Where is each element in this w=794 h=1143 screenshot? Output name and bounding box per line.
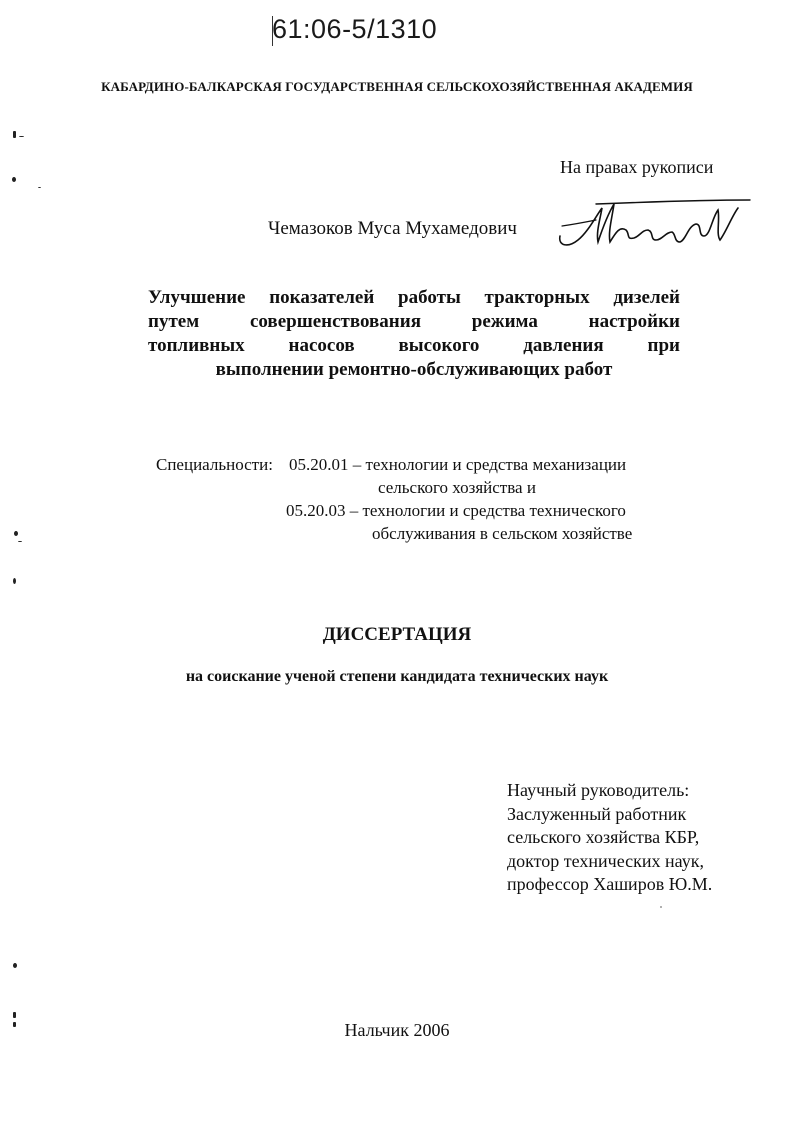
title-line: путем совершенствования режима настройки [148, 311, 680, 332]
archive-stamp: 61:06-5/1310 [272, 14, 438, 44]
city-year: Нальчик 2006 [344, 1020, 450, 1040]
supervisor-line: Научный руководитель: [507, 780, 690, 800]
document-type: ДИССЕРТАЦИЯ [322, 624, 472, 645]
scan-speck [18, 541, 22, 542]
author-name: Чемазоков Муса Мухамедович [268, 218, 517, 239]
supervisor-line: сельского хозяйства КБР, [507, 827, 700, 847]
institution-name: КАБАРДИНО-БАЛКАРСКАЯ ГОСУДАРСТВЕННАЯ СЕЛЬСКОХОЗЯЙСТВЕННАЯ АКАДЕМИЯ [101, 79, 693, 94]
scan-speck [14, 531, 18, 536]
supervisor-line: Заслуженный работник [507, 803, 687, 824]
degree-statement: на соискание ученой степени кандидата технических наук [185, 668, 609, 685]
supervisor-block [507, 779, 712, 897]
scan-speck [13, 578, 16, 584]
scan-speck [19, 136, 24, 137]
supervisor-line: доктор технических наук, [507, 850, 704, 871]
title-line: Улучшение показателей работы тракторных дизелей [148, 287, 680, 308]
supervisor-line: профессор Хаширов Ю.М. [507, 874, 713, 894]
specialties-label: Специальности: [156, 455, 273, 474]
rights-notice: На правах рукописи [560, 157, 714, 177]
thesis-title [148, 286, 680, 382]
specialty-2-line-1: 05.20.03 – технологии и средства технического [286, 501, 626, 520]
scan-speck [13, 1022, 16, 1027]
specialty-1-line-1: 05.20.01 – технологии и средства механизации [289, 455, 627, 474]
scan-speck [13, 131, 16, 138]
scan-speck [38, 187, 41, 188]
scan-speck [13, 963, 17, 968]
specialty-1-line-2: сельского хозяйства и [378, 478, 536, 497]
specialty-2-line-2: обслуживания в сельском хозяйстве [372, 524, 633, 543]
scan-speck [12, 177, 16, 182]
scan-speck [13, 1012, 16, 1018]
author-signature [556, 196, 752, 256]
scan-speck [660, 906, 662, 908]
title-line: выполнении ремонтно-обслуживающих работ [215, 359, 613, 380]
title-line: топливных насосов высокого давления при [148, 335, 680, 356]
